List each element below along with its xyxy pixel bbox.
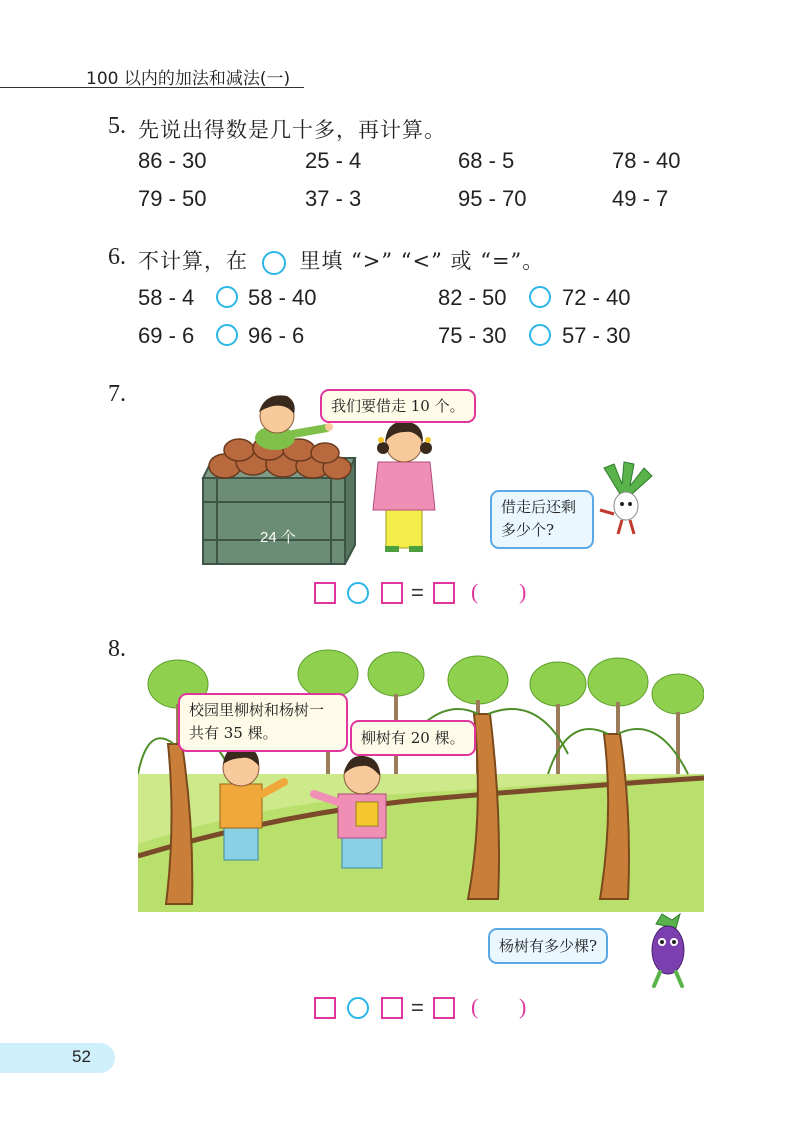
answer-box[interactable] bbox=[314, 582, 336, 604]
q6-instruction-a: 不计算，在 bbox=[138, 249, 248, 273]
answer-box[interactable] bbox=[433, 997, 455, 1019]
paren-open: ( bbox=[471, 994, 479, 1019]
q5-expr: 68 - 5 bbox=[458, 148, 515, 173]
answer-box[interactable] bbox=[381, 582, 403, 604]
compare-circle[interactable] bbox=[529, 324, 551, 346]
paren-close: ) bbox=[519, 994, 527, 1019]
q7-radish-speech: 借走后还剩多少个? bbox=[490, 490, 594, 549]
answer-box[interactable] bbox=[314, 997, 336, 1019]
q6-right-expr: 96 - 6 bbox=[248, 323, 305, 348]
q6-left-expr: 69 - 6 bbox=[138, 323, 195, 348]
q8-eggplant-speech: 杨树有多少棵? bbox=[488, 928, 608, 964]
q5-expr: 25 - 4 bbox=[305, 148, 362, 173]
equals-sign: = bbox=[411, 580, 424, 605]
operator-circle[interactable] bbox=[347, 997, 369, 1019]
q6-right-expr: 72 - 40 bbox=[562, 285, 631, 310]
page-number-bar bbox=[0, 1043, 115, 1073]
q5-number: 5. bbox=[108, 113, 126, 139]
q5-expr: 95 - 70 bbox=[458, 186, 527, 211]
compare-circle[interactable] bbox=[529, 286, 551, 308]
compare-circle[interactable] bbox=[216, 324, 238, 346]
q7-crate-label: 24 个 bbox=[260, 529, 296, 546]
q8-number: 8. bbox=[108, 636, 126, 662]
unit-blank[interactable] bbox=[481, 997, 517, 1019]
eggplant-mascot-icon bbox=[632, 910, 702, 990]
q6-left-expr: 75 - 30 bbox=[438, 323, 507, 348]
q5-expr: 78 - 40 bbox=[612, 148, 681, 173]
q8-girl-speech: 柳树有 20 棵。 bbox=[350, 720, 476, 756]
page-number: 52 bbox=[72, 1047, 91, 1066]
girl-icon bbox=[373, 422, 435, 552]
unit-blank[interactable] bbox=[481, 582, 517, 604]
q5-expr: 37 - 3 bbox=[305, 186, 362, 211]
q7-boy-speech: 我们要借走 10 个。 bbox=[320, 389, 476, 423]
running-header: 100 以内的加法和减法(一) bbox=[86, 69, 291, 89]
answer-box[interactable] bbox=[433, 582, 455, 604]
q7-number: 7. bbox=[108, 381, 126, 407]
compare-circle[interactable] bbox=[216, 286, 238, 308]
paren-open: ( bbox=[471, 579, 479, 604]
equals-sign: = bbox=[411, 995, 424, 1020]
q6-left-expr: 58 - 4 bbox=[138, 285, 195, 310]
paren-close: ) bbox=[519, 579, 527, 604]
q6-right-expr: 57 - 30 bbox=[562, 323, 631, 348]
q5-instruction: 先说出得数是几十多，再计算。 bbox=[138, 118, 446, 142]
q6-right-expr: 58 - 40 bbox=[248, 285, 317, 310]
answer-box[interactable] bbox=[381, 997, 403, 1019]
radish-mascot-icon bbox=[590, 460, 660, 540]
q6-instruction-b: 里填 “>” “<” 或 “=”。 bbox=[299, 249, 545, 273]
q8-schoolyard-scene bbox=[138, 634, 704, 912]
operator-circle[interactable] bbox=[347, 582, 369, 604]
q8-boy-speech: 校园里柳树和杨树一共有 35 棵。 bbox=[178, 693, 348, 752]
q5-expr: 49 - 7 bbox=[612, 186, 669, 211]
q6-number: 6. bbox=[108, 244, 126, 270]
q5-expr: 86 - 30 bbox=[138, 148, 207, 173]
answer-circle-icon bbox=[262, 251, 286, 275]
q6-left-expr: 82 - 50 bbox=[438, 285, 507, 310]
q5-expr: 79 - 50 bbox=[138, 186, 207, 211]
header-rule bbox=[0, 87, 304, 88]
q6-instruction bbox=[138, 245, 544, 275]
